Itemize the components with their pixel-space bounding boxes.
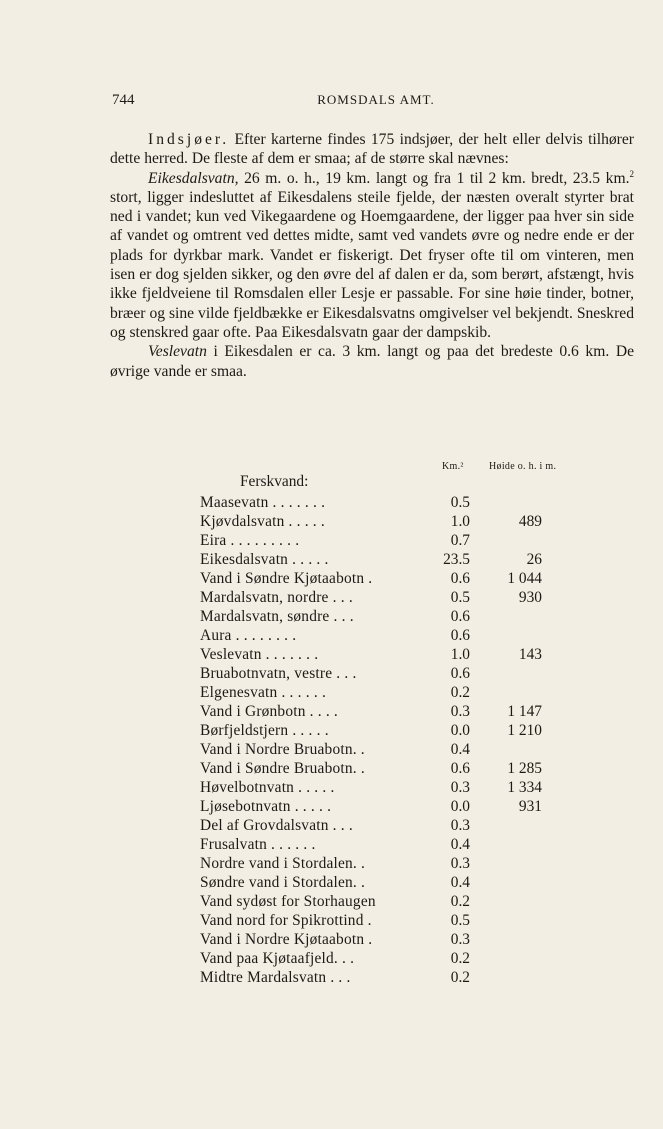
area-cell: 0.3	[450, 855, 470, 872]
area-cell: 1.0	[450, 646, 470, 663]
area-cell: 0.6	[450, 665, 470, 682]
area-cell: 0.2	[450, 684, 470, 701]
table-row	[200, 911, 590, 930]
area-cell: 0.3	[450, 931, 470, 948]
paragraph-indsjoer	[110, 130, 634, 169]
paragraph-text: 26 m. o. h., 19 km. langt og fra 1 til 2 km. bredt, 23.5 km.	[238, 169, 630, 187]
area-cell: 0.6	[450, 608, 470, 625]
table-row	[200, 512, 590, 531]
area-cell: 0.4	[450, 741, 470, 758]
section-heading: Indsjøer.	[148, 131, 230, 148]
lake-name-cell: Børfjeldstjern . . . . .	[200, 722, 329, 739]
running-title: ROMSDALS AMT.	[317, 92, 435, 107]
altitude-cell: 489	[518, 513, 542, 530]
lake-name-cell: Veslevatn . . . . . . .	[200, 646, 319, 663]
lake-name-cell: Mardalsvatn, søndre . . .	[200, 608, 354, 625]
table-row	[200, 607, 590, 626]
lake-name-cell: Ljøsebotnvatn . . . . .	[200, 798, 332, 815]
lake-name-cell: Søndre vand i Stordalen. .	[200, 874, 366, 891]
table-row	[200, 721, 590, 740]
paragraph-text: i Eikesdalen er ca. 3 km. langt og paa det bredeste 0.6 km. De øvrige vande er smaa.	[110, 343, 634, 380]
table-row	[200, 740, 590, 759]
area-cell: 0.6	[450, 760, 470, 777]
area-cell: 0.3	[450, 817, 470, 834]
lake-name-cell: Eikesdalsvatn . . . . .	[200, 551, 329, 568]
area-cell: 0.5	[450, 912, 470, 929]
lake-name-cell: Maasevatn . . . . . . .	[200, 494, 326, 511]
table-row	[200, 702, 590, 721]
area-cell: 0.0	[450, 722, 470, 739]
table-row	[200, 797, 590, 816]
table-body	[200, 493, 590, 987]
table-row	[200, 968, 590, 987]
table-row	[200, 949, 590, 968]
area-cell: 0.2	[450, 893, 470, 910]
lake-name-cell: Vand paa Kjøtaafjeld. . .	[200, 950, 355, 967]
column-header-area: Km.²	[442, 461, 464, 472]
table-row	[200, 892, 590, 911]
body-text	[110, 130, 634, 381]
area-cell: 0.4	[450, 836, 470, 853]
lake-name-cell: Frusalvatn . . . . . .	[200, 836, 316, 853]
table-row	[200, 835, 590, 854]
area-cell: 0.2	[450, 969, 470, 986]
area-cell: 23.5	[443, 551, 470, 568]
area-cell: 0.2	[450, 950, 470, 967]
paragraph-text: stort, ligger indesluttet af Eikesdalens steile fjelde, der næsten overalt styrter brat ned i vandet; kun ved Vikegaardene og Hoemgaardene, der ligger paa hver sin side af vandet og omtrent ved dettes midte, samt ved vandets øvre og nedre ende er der plads for dyrkbar mark. Vandet er fiskerigt. Det fryser ofte til om vinteren, men isen er dog sjelden sikker, og den øvre del af dalen er da, som berørt, afstængt, hvis ikke fjeldveiene til Romsdalen eller Lesje er passable. For sine høie tinder, botner, bræer og sine vilde fjeldbække er Eikesdalsvatns omgivelser vel bekjendt. Sneskred og stenskred gaar ofte. Paa Eikesdalsvatn gaar der dampskib.	[110, 188, 634, 341]
paragraph-veslevatn	[110, 342, 634, 381]
column-header-altitude: Høide o. h. i m.	[489, 461, 557, 472]
altitude-cell: 1 334	[507, 779, 542, 796]
table-row	[200, 930, 590, 949]
area-cell: 0.0	[450, 798, 470, 815]
area-cell: 0.5	[450, 494, 470, 511]
lake-name-cell: Vand nord for Spikrottind .	[200, 912, 372, 929]
lake-name-cell: Vand i Søndre Bruabotn. .	[200, 760, 365, 777]
table-row	[200, 569, 590, 588]
area-cell: 0.5	[450, 589, 470, 606]
table-row	[200, 816, 590, 835]
lake-name-cell: Vand sydøst for Storhaugen	[200, 893, 376, 910]
lake-name-cell: Midtre Mardalsvatn . . .	[200, 969, 351, 986]
table-row	[200, 664, 590, 683]
lake-name-cell: Elgenesvatn . . . . . .	[200, 684, 326, 701]
lake-name-cell: Vand i Nordre Kjøtaabotn .	[200, 931, 373, 948]
altitude-cell: 1 210	[507, 722, 542, 739]
lake-name: Veslevatn	[148, 343, 207, 361]
altitude-cell: 143	[518, 646, 542, 663]
table-row	[200, 683, 590, 702]
area-cell: 0.6	[450, 627, 470, 644]
lake-name-cell: Aura . . . . . . . .	[200, 627, 297, 644]
lake-name-cell: Vand i Grønbotn . . . .	[200, 703, 338, 720]
paragraph-eikesdalsvatn	[110, 169, 634, 343]
table-row	[200, 550, 590, 569]
altitude-cell: 931	[518, 798, 542, 815]
page-header	[112, 92, 634, 112]
table-row	[200, 778, 590, 797]
table-row	[200, 588, 590, 607]
area-cell: 0.3	[450, 703, 470, 720]
area-cell: 0.4	[450, 874, 470, 891]
paragraph-text: Efter karterne findes 175 indsjøer, der helt eller delvis tilhører dette herred. De fleste af dem er smaa; af de større skal nævnes:	[110, 131, 634, 168]
altitude-cell: 26	[526, 551, 542, 568]
page-number: 744	[112, 92, 135, 108]
lake-name-cell: Mardalsvatn, nordre . . .	[200, 589, 353, 606]
lake-name-cell: Eira . . . . . . . . .	[200, 532, 300, 549]
lake-name-cell: Kjøvdalsvatn . . . . .	[200, 513, 325, 530]
table-row	[200, 531, 590, 550]
table-row	[200, 493, 590, 512]
lake-name-cell: Bruabotnvatn, vestre . . .	[200, 665, 357, 682]
table-row	[200, 645, 590, 664]
lake-name-cell: Vand i Nordre Bruabotn. .	[200, 741, 365, 758]
lake-name-cell: Høvelbotnvatn . . . . .	[200, 779, 335, 796]
table-row	[200, 759, 590, 778]
lake-name-cell: Del af Grovdalsvatn . . .	[200, 817, 353, 834]
lake-name-cell: Nordre vand i Stordalen. .	[200, 855, 366, 872]
area-cell: 0.3	[450, 779, 470, 796]
lake-name: Eikesdalsvatn,	[148, 169, 239, 187]
area-cell: 0.7	[450, 532, 470, 549]
altitude-cell: 1 044	[507, 570, 542, 587]
table-caption: Ferskvand:	[240, 473, 309, 490]
table-row	[200, 854, 590, 873]
superscript: 2	[629, 168, 634, 179]
table-row	[200, 626, 590, 645]
area-cell: 1.0	[450, 513, 470, 530]
altitude-cell: 1 147	[507, 703, 542, 720]
area-cell: 0.6	[450, 570, 470, 587]
altitude-cell: 1 285	[507, 760, 542, 777]
table-row	[200, 873, 590, 892]
lake-name-cell: Vand i Søndre Kjøtaabotn .	[200, 570, 373, 587]
altitude-cell: 930	[518, 589, 542, 606]
